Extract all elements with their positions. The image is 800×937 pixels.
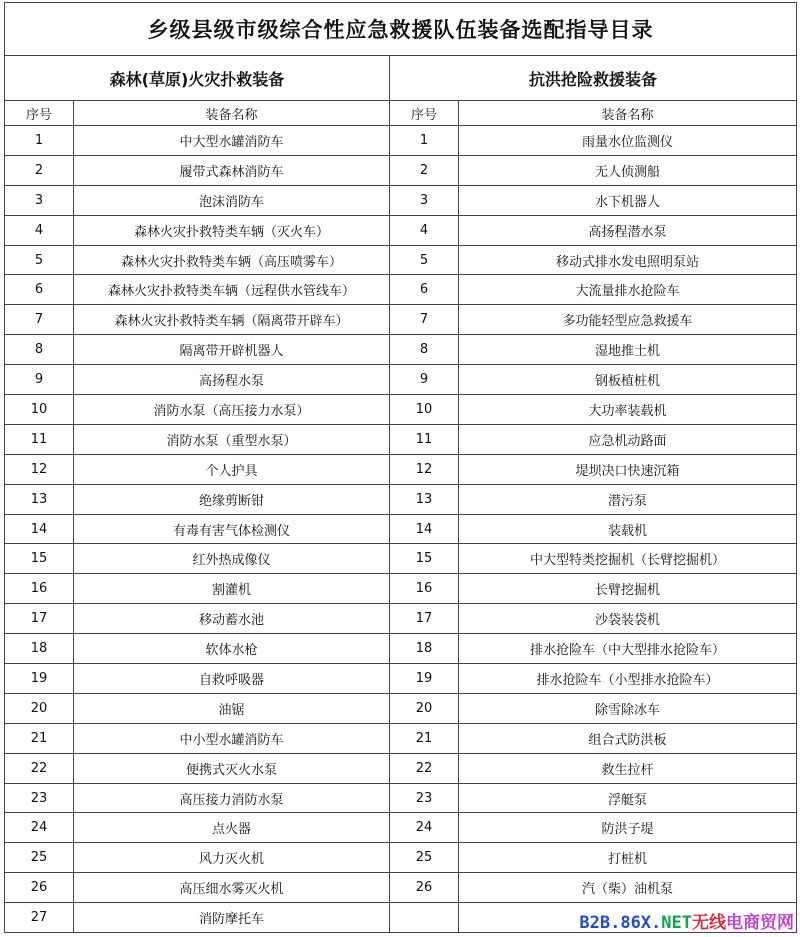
right-item-name: 沙袋装袋机: [459, 604, 797, 634]
right-item-no: 17: [390, 604, 459, 634]
left-item-name: 油锯: [74, 693, 390, 723]
right-item-no: 22: [390, 753, 459, 783]
right-item-no: 25: [390, 843, 459, 873]
table-row: [5, 215, 797, 245]
left-item-name: 森林火灾扑救特类车辆（高压喷雾车）: [74, 245, 390, 275]
right-item-name: 防洪子堤: [459, 813, 797, 843]
left-item-name: 泡沫消防车: [74, 185, 390, 215]
left-item-name: 红外热成像仪: [74, 544, 390, 574]
right-item-name: 堤坝决口快速沉箱: [459, 454, 797, 484]
left-item-no: 14: [5, 514, 74, 544]
right-item-no: 24: [390, 813, 459, 843]
left-item-no: 8: [5, 335, 74, 365]
right-item-no: 6: [390, 275, 459, 305]
table-row: [5, 574, 797, 604]
left-item-no: 17: [5, 604, 74, 634]
right-item-name: 装载机: [459, 514, 797, 544]
left-item-no: 18: [5, 634, 74, 664]
right-item-no: 11: [390, 424, 459, 454]
right-item-no: 4: [390, 215, 459, 245]
right-item-no: 9: [390, 365, 459, 395]
table-row: [5, 155, 797, 185]
left-item-name: 履带式森林消防车: [74, 155, 390, 185]
left-item-name: 风力灭火机: [74, 843, 390, 873]
table-row: [5, 514, 797, 544]
right-item-no: 10: [390, 395, 459, 425]
right-item-name: 水下机器人: [459, 185, 797, 215]
table-row: [5, 424, 797, 454]
table-row: [5, 634, 797, 664]
right-item-no: 16: [390, 574, 459, 604]
left-item-name: 消防水泵（高压接力水泵）: [74, 395, 390, 425]
right-item-name: 高扬程潜水泵: [459, 215, 797, 245]
left-item-no: 7: [5, 305, 74, 335]
page-title: 乡级县级市级综合性应急救援队伍装备选配指导目录: [5, 3, 797, 56]
right-item-name: 汽（柴）油机泵: [459, 873, 797, 903]
right-col-name-header: 装备名称: [459, 101, 797, 126]
left-item-no: 5: [5, 245, 74, 275]
left-item-no: 20: [5, 693, 74, 723]
left-item-name: 森林火灾扑救特类车辆（隔离带开辟车）: [74, 305, 390, 335]
watermark-part-2: NET: [661, 913, 692, 933]
watermark-part-3: 无线: [692, 913, 726, 933]
left-item-no: 25: [5, 843, 74, 873]
right-item-name: 中大型特类挖掘机（长臂挖掘机）: [459, 544, 797, 574]
right-item-no: 2: [390, 155, 459, 185]
left-item-no: 1: [5, 126, 74, 156]
right-item-name: 雨量水位监测仪: [459, 126, 797, 156]
left-item-no: 2: [5, 155, 74, 185]
right-item-no: 21: [390, 723, 459, 753]
right-item-no: 15: [390, 544, 459, 574]
left-item-name: 自救呼吸器: [74, 664, 390, 694]
left-item-name: 软体水枪: [74, 634, 390, 664]
left-item-name: 个人护具: [74, 454, 390, 484]
right-item-name: 多功能轻型应急救援车: [459, 305, 797, 335]
catalog-table: [4, 2, 797, 933]
right-item-name: 排水抢险车（小型排水抢险车）: [459, 664, 797, 694]
left-item-name: 有毒有害气体检测仪: [74, 514, 390, 544]
left-item-name: 点火器: [74, 813, 390, 843]
left-item-no: 6: [5, 275, 74, 305]
right-item-no: 13: [390, 484, 459, 514]
left-item-name: 便携式灭火水泵: [74, 753, 390, 783]
table-row: [5, 335, 797, 365]
left-item-name: 中小型水罐消防车: [74, 723, 390, 753]
table-row: [5, 693, 797, 723]
table-row: [5, 604, 797, 634]
watermark-part-4: 电商贸网: [726, 913, 794, 933]
right-item-no: 19: [390, 664, 459, 694]
left-item-name: 森林火灾扑救特类车辆（灭火车）: [74, 215, 390, 245]
left-item-no: 3: [5, 185, 74, 215]
right-item-no: 5: [390, 245, 459, 275]
left-item-name: 绝缘剪断钳: [74, 484, 390, 514]
right-item-name: 大流量排水抢险车: [459, 275, 797, 305]
table-row: [5, 185, 797, 215]
left-item-name: 割灌机: [74, 574, 390, 604]
table-row: [5, 126, 797, 156]
right-item-name: 应急机动路面: [459, 424, 797, 454]
left-item-no: 23: [5, 783, 74, 813]
right-item-name: 组合式防洪板: [459, 723, 797, 753]
right-item-name: 潜污泵: [459, 484, 797, 514]
right-item-name: 无人侦测船: [459, 155, 797, 185]
right-item-name: 排水抢险车（中大型排水抢险车）: [459, 634, 797, 664]
left-col-name-header: 装备名称: [74, 101, 390, 126]
left-item-name: 高压接力消防水泵: [74, 783, 390, 813]
right-col-no-header: 序号: [390, 101, 459, 126]
right-item-name: 救生拉杆: [459, 753, 797, 783]
left-item-no: 13: [5, 484, 74, 514]
left-item-no: 10: [5, 395, 74, 425]
right-item-name: 大功率装载机: [459, 395, 797, 425]
left-section-title: 森林(草原)火灾扑救装备: [5, 56, 390, 101]
right-item-no: 14: [390, 514, 459, 544]
table-row: [5, 484, 797, 514]
left-item-no: 27: [5, 903, 74, 933]
left-item-no: 16: [5, 574, 74, 604]
watermark-part-1: B2B.86X.: [579, 913, 662, 933]
right-item-no: 26: [390, 873, 459, 903]
left-item-no: 12: [5, 454, 74, 484]
right-item-no: 20: [390, 693, 459, 723]
table-row: [5, 245, 797, 275]
left-item-no: 19: [5, 664, 74, 694]
left-item-name: 消防摩托车: [74, 903, 390, 933]
right-item-name: 移动式排水发电照明泵站: [459, 245, 797, 275]
right-item-name: 钢板植桩机: [459, 365, 797, 395]
table-row: [5, 843, 797, 873]
left-item-no: 21: [5, 723, 74, 753]
table-row: [5, 275, 797, 305]
right-item-no: 23: [390, 783, 459, 813]
left-item-name: 隔离带开辟机器人: [74, 335, 390, 365]
right-section-title: 抗洪抢险救援装备: [390, 56, 797, 101]
right-item-no: 7: [390, 305, 459, 335]
left-item-no: 15: [5, 544, 74, 574]
right-item-no: 12: [390, 454, 459, 484]
table-row: [5, 873, 797, 903]
left-col-no-header: 序号: [5, 101, 74, 126]
table-row: [5, 305, 797, 335]
left-item-name: 消防水泵（重型水泵）: [74, 424, 390, 454]
left-item-no: 9: [5, 365, 74, 395]
left-item-name: 中大型水罐消防车: [74, 126, 390, 156]
table-row: [5, 454, 797, 484]
right-item-name: 浮艇泵: [459, 783, 797, 813]
right-item-no: 18: [390, 634, 459, 664]
right-item-name: 长臂挖掘机: [459, 574, 797, 604]
left-item-no: 4: [5, 215, 74, 245]
table-row: [5, 783, 797, 813]
table-row: [5, 813, 797, 843]
watermark: [579, 908, 794, 933]
left-item-name: 高扬程水泵: [74, 365, 390, 395]
equipment-catalog: [4, 2, 796, 933]
left-item-no: 11: [5, 424, 74, 454]
table-row: [5, 365, 797, 395]
left-item-no: 26: [5, 873, 74, 903]
table-row: [5, 395, 797, 425]
left-item-no: 22: [5, 753, 74, 783]
left-item-name: 移动蓄水池: [74, 604, 390, 634]
table-row: [5, 544, 797, 574]
right-item-name: 打桩机: [459, 843, 797, 873]
left-item-name: 森林火灾扑救特类车辆（远程供水管线车）: [74, 275, 390, 305]
right-item-name: 除雪除冰车: [459, 693, 797, 723]
right-item-name: 湿地推土机: [459, 335, 797, 365]
table-row: [5, 664, 797, 694]
right-item-no: [390, 903, 459, 933]
table-row: [5, 723, 797, 753]
right-item-no: 3: [390, 185, 459, 215]
left-item-no: 24: [5, 813, 74, 843]
left-item-name: 高压细水雾灭火机: [74, 873, 390, 903]
table-row: [5, 753, 797, 783]
right-item-no: 8: [390, 335, 459, 365]
right-item-no: 1: [390, 126, 459, 156]
